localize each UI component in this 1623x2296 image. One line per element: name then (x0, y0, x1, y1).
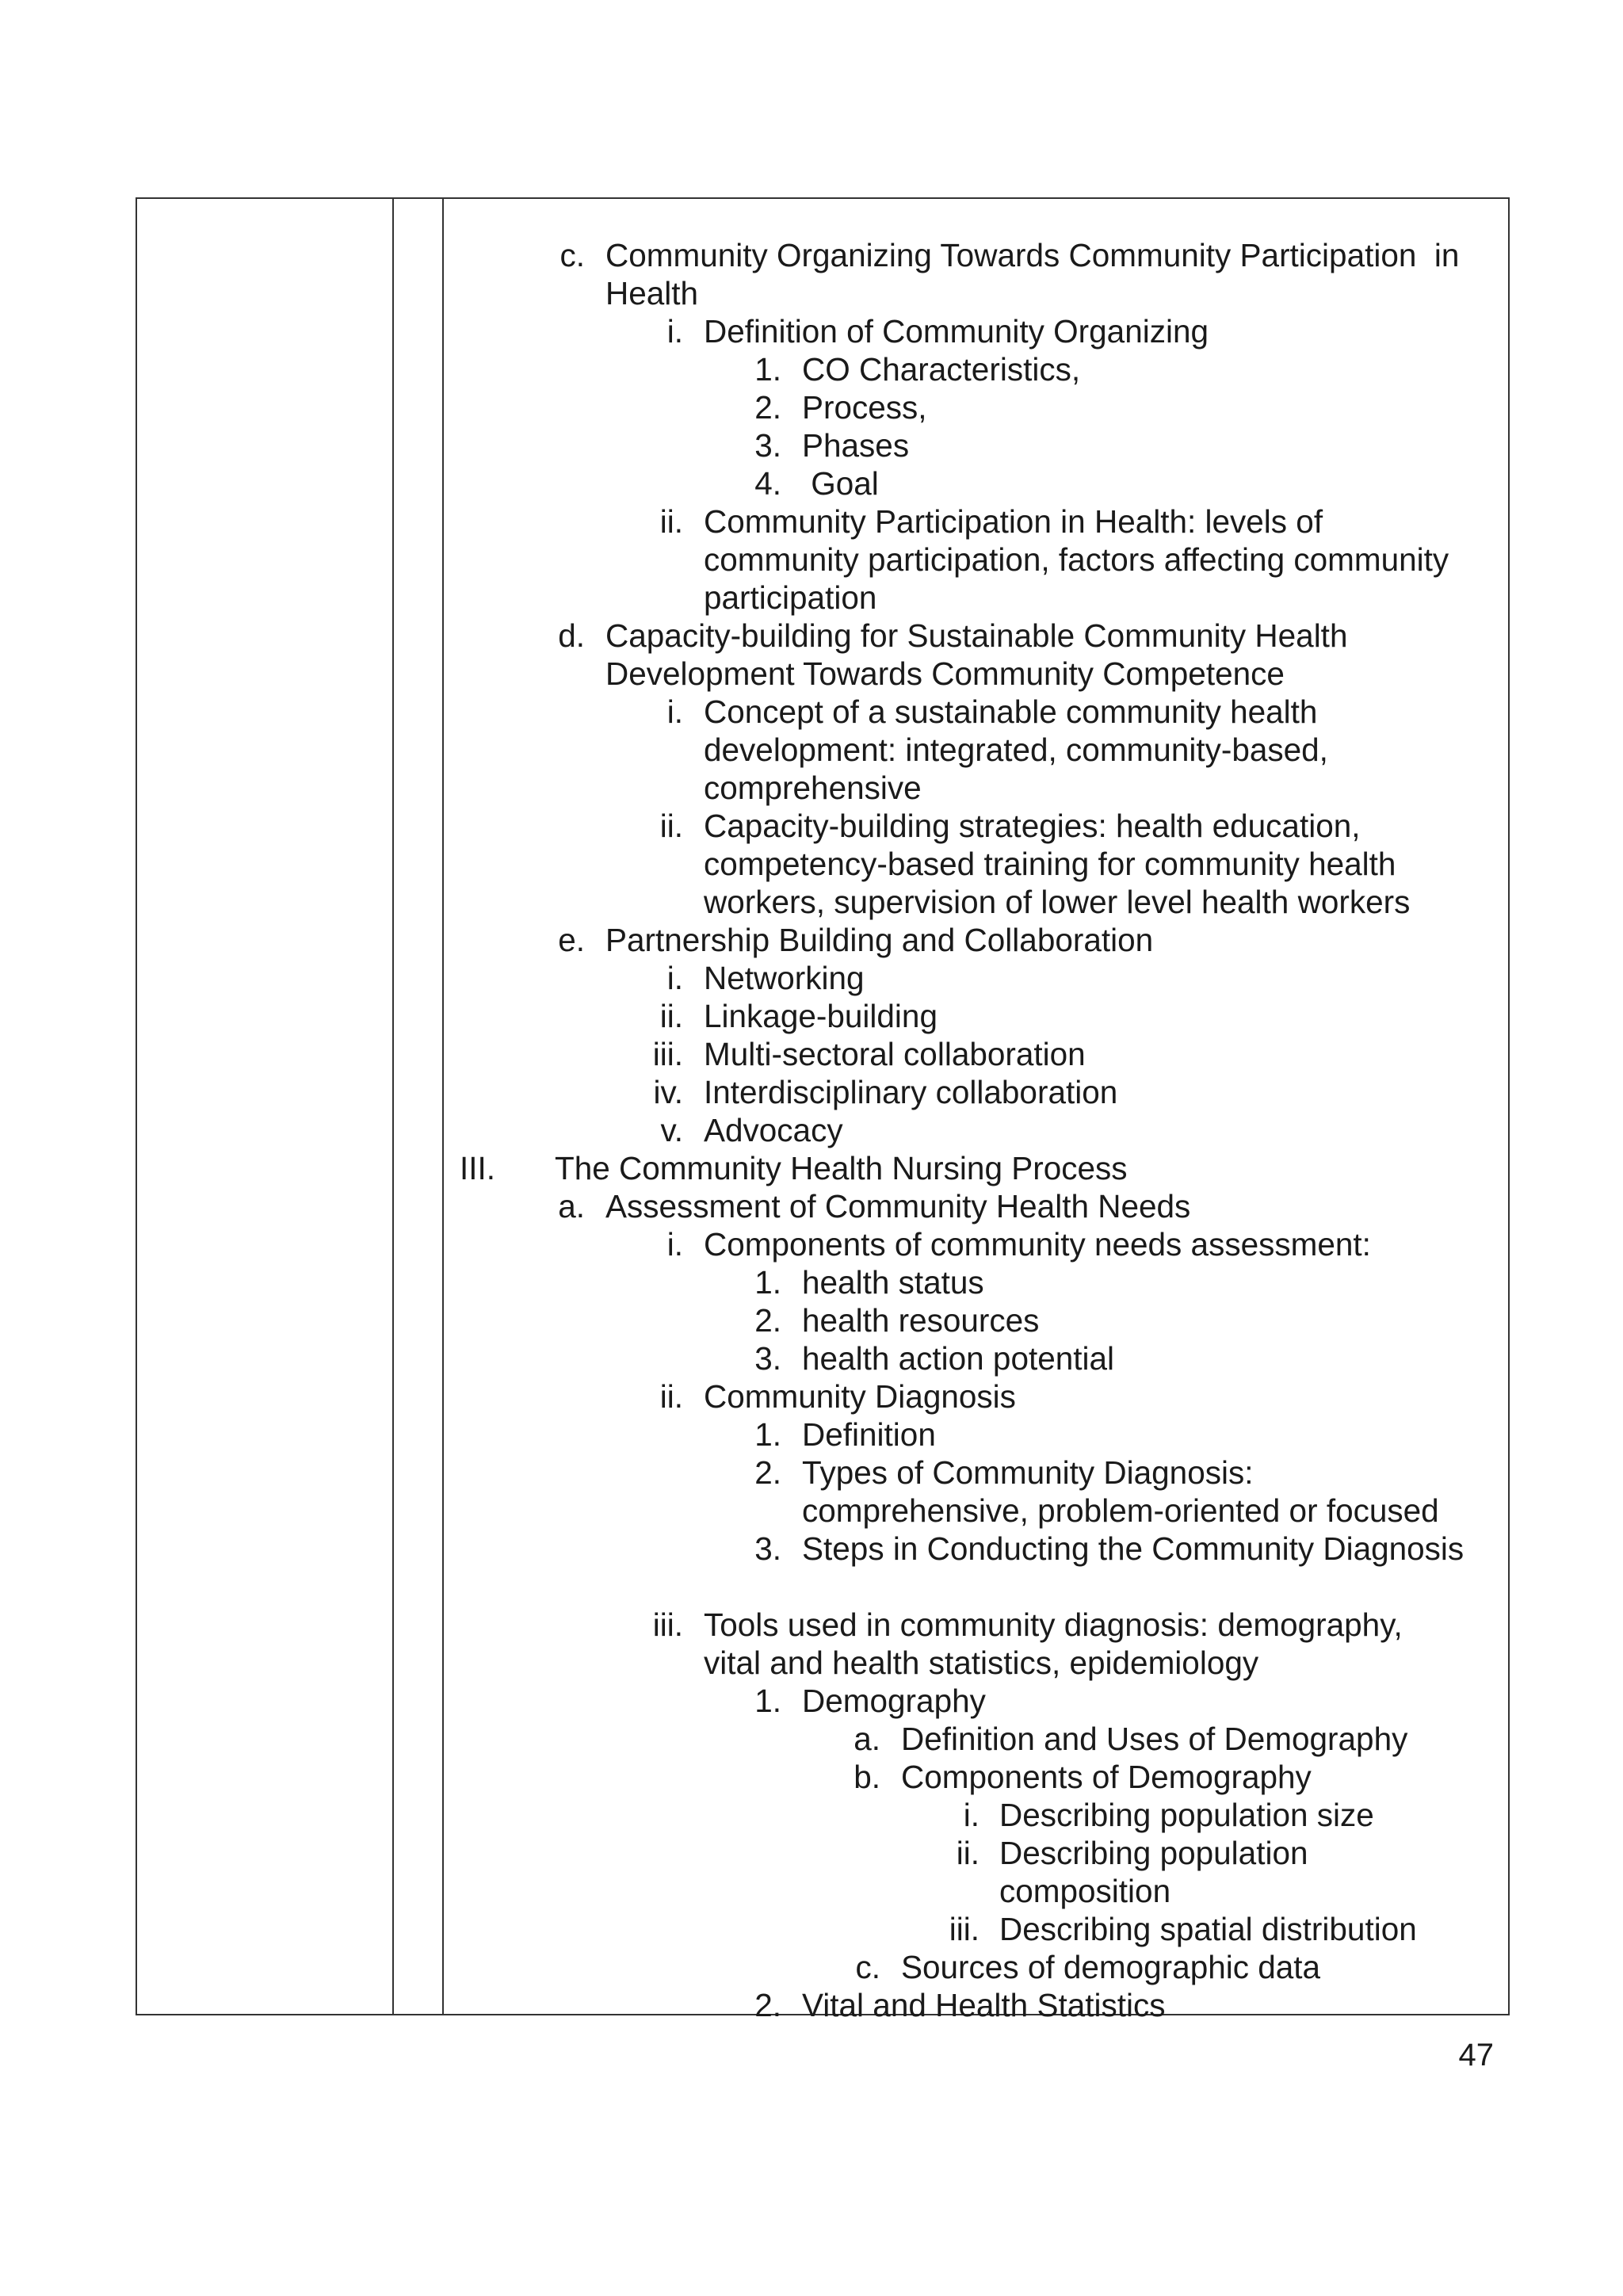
outline-row (0, 997, 1623, 1035)
outline-text: Capacity-building for Sustainable Community Health (605, 617, 1348, 654)
outline-row (0, 655, 1623, 693)
outline-marker: 2. (754, 1454, 781, 1491)
outline-text: Phases (802, 427, 910, 464)
outline-marker: i. (666, 313, 683, 350)
outline-marker: 1. (754, 1264, 781, 1301)
outline-marker: i. (666, 960, 683, 996)
outline-marker: 1. (754, 351, 781, 388)
outline-text: Definition and Uses of Demography (901, 1721, 1408, 1757)
outline-row (0, 426, 1623, 464)
outline-marker: a. (854, 1721, 880, 1757)
outline-marker: 2. (754, 1987, 781, 2023)
outline-row (0, 769, 1623, 807)
outline-row (0, 579, 1623, 617)
outline-text: community participation, factors affecting community (704, 541, 1449, 578)
outline-row (0, 1301, 1623, 1339)
outline-marker: 3. (754, 427, 781, 464)
outline-row (0, 1263, 1623, 1301)
outline-row (0, 1530, 1623, 1568)
outline-marker: ii. (659, 503, 683, 540)
outline-text: Demography (802, 1683, 986, 1719)
outline-row (0, 1644, 1623, 1682)
outline-marker: III. (460, 1150, 496, 1186)
outline-row (0, 274, 1623, 312)
outline-marker: 2. (754, 1302, 781, 1339)
outline-row (0, 883, 1623, 921)
outline-marker: i. (666, 693, 683, 730)
outline-row (0, 807, 1623, 845)
outline-row (0, 464, 1623, 502)
outline-marker: c. (855, 1949, 880, 1985)
outline-text: Linkage-building (704, 998, 938, 1034)
outline-marker: iv. (653, 1074, 683, 1110)
outline-text: Partnership Building and Collaboration (605, 922, 1154, 958)
outline-text: Tools used in community diagnosis: demography, (704, 1606, 1403, 1643)
outline-row (0, 236, 1623, 274)
outline-marker: 4. (754, 465, 781, 502)
outline-row (0, 1073, 1623, 1111)
outline-text: Steps in Conducting the Community Diagnosis (802, 1530, 1465, 1567)
outline-row (0, 1225, 1623, 1263)
outline-row (0, 845, 1623, 883)
outline-row (0, 502, 1623, 541)
outline-row (0, 1720, 1623, 1758)
outline-row (0, 1606, 1623, 1644)
outline-text: comprehensive (704, 770, 922, 806)
outline-row (0, 1872, 1623, 1910)
outline-text: Describing population size (999, 1797, 1374, 1833)
outline-row (0, 1948, 1623, 1986)
outline-text: Definition of Community Organizing (704, 313, 1209, 350)
outline-marker: v. (660, 1112, 683, 1148)
outline-marker: iii. (652, 1606, 683, 1643)
outline-row (0, 1454, 1623, 1492)
outline-text: Sources of demographic data (901, 1949, 1321, 1985)
outline-text: Community Diagnosis (704, 1378, 1016, 1415)
outline-marker: 2. (754, 389, 781, 426)
page-number: 47 (1458, 2038, 1494, 2073)
outline-text: workers, supervision of lower level health workers (704, 884, 1411, 920)
outline-marker: iii. (949, 1911, 980, 1947)
outline-row (0, 921, 1623, 959)
outline-marker: 3. (754, 1340, 781, 1377)
outline-row (0, 731, 1623, 769)
outline-row (0, 1910, 1623, 1948)
outline-marker: ii. (659, 998, 683, 1034)
outline-text: CO Characteristics, (802, 351, 1081, 388)
outline-marker: ii. (956, 1835, 980, 1871)
outline-row (0, 1986, 1623, 2024)
outline-marker: c. (559, 237, 585, 273)
outline-text: The Community Health Nursing Process (555, 1150, 1128, 1186)
outline-row (0, 617, 1623, 655)
outline-text: Definition (802, 1416, 936, 1453)
outline-marker: b. (854, 1759, 880, 1795)
outline-text: Networking (704, 960, 865, 996)
outline-marker: i. (666, 1226, 683, 1263)
outline-text: development: integrated, community-based, (704, 732, 1328, 768)
outline-text: Interdisciplinary collaboration (704, 1074, 1118, 1110)
outline-text: Multi-sectoral collaboration (704, 1036, 1086, 1072)
outline-marker: iii. (652, 1036, 683, 1072)
outline-text: Community Participation in Health: levels of (704, 503, 1323, 540)
outline-row (0, 1568, 1623, 1606)
outline-marker: a. (558, 1188, 585, 1224)
outline-text: health resources (802, 1302, 1040, 1339)
outline-marker: d. (558, 617, 585, 654)
outline-row (0, 959, 1623, 997)
outline-text: Describing population (999, 1835, 1308, 1871)
outline-text: Advocacy (704, 1112, 843, 1148)
outline-row (0, 1111, 1623, 1149)
outline-row (0, 388, 1623, 426)
outline-row (0, 1339, 1623, 1377)
outline-row (0, 350, 1623, 388)
outline-marker: ii. (659, 1378, 683, 1415)
outline-row (0, 1758, 1623, 1796)
outline-text: vital and health statistics, epidemiology (704, 1645, 1259, 1681)
outline-row (0, 312, 1623, 350)
outline-marker: 1. (754, 1683, 781, 1719)
outline-text: Vital and Health Statistics (802, 1987, 1166, 2023)
outline-text: Describing spatial distribution (999, 1911, 1417, 1947)
outline-row (0, 1796, 1623, 1834)
outline-text: participation (704, 579, 877, 616)
outline-row (0, 1834, 1623, 1872)
outline-marker: e. (558, 922, 585, 958)
outline-text: Components of Demography (901, 1759, 1312, 1795)
outline-text: Types of Community Diagnosis: (802, 1454, 1254, 1491)
outline-text: Capacity-building strategies: health education, (704, 808, 1361, 844)
outline-row (0, 1682, 1623, 1720)
outline-row (0, 1415, 1623, 1454)
outline-text: health status (802, 1264, 984, 1301)
outline-marker: ii. (659, 808, 683, 844)
outline-row (0, 693, 1623, 731)
outline-text: Assessment of Community Health Needs (605, 1188, 1191, 1224)
outline-marker: i. (963, 1797, 980, 1833)
outline-text: Community Organizing Towards Community Participation in (605, 237, 1460, 273)
outline-text: Goal (802, 465, 879, 502)
outline-text: competency-based training for community health (704, 846, 1396, 882)
outline-text: Process, (802, 389, 927, 426)
outline-row (0, 541, 1623, 579)
outline-text: Components of community needs assessment: (704, 1226, 1371, 1263)
outline-row (0, 1377, 1623, 1415)
outline-text: Development Towards Community Competence (605, 655, 1285, 692)
outline-text: Health (605, 275, 699, 311)
outline-text: Concept of a sustainable community health (704, 693, 1318, 730)
outline-marker: 3. (754, 1530, 781, 1567)
outline-row (0, 1492, 1623, 1530)
outline-row (0, 1149, 1623, 1187)
outline-marker: 1. (754, 1416, 781, 1453)
outline-row (0, 1187, 1623, 1225)
outline-row (0, 1035, 1623, 1073)
outline-text: composition (999, 1873, 1171, 1909)
outline-text: comprehensive, problem-oriented or focused (802, 1492, 1439, 1529)
outline-text: health action potential (802, 1340, 1115, 1377)
